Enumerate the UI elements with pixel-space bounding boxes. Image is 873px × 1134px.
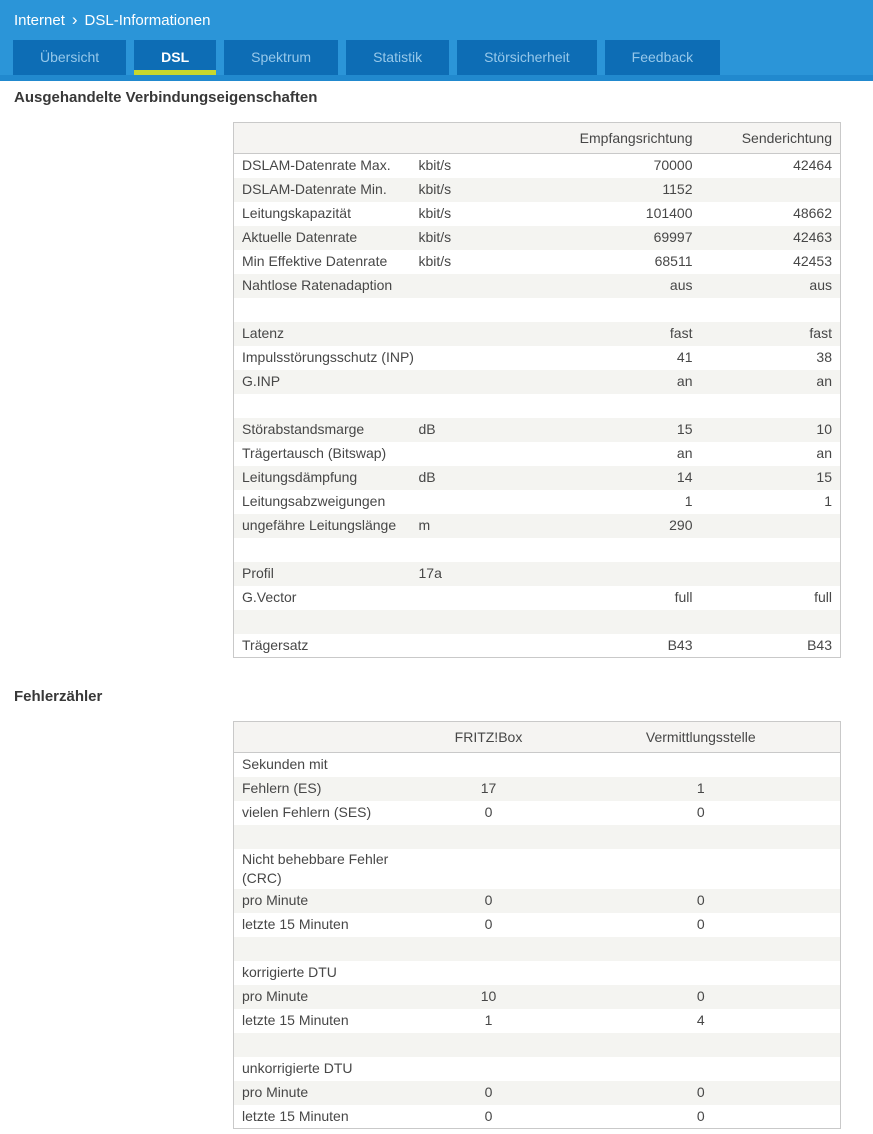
cell-label: G.Vector [242,589,297,605]
cell-co: 1 [696,780,705,796]
cell-tx [701,610,841,634]
cell-unit: m [418,517,431,533]
cell-box [416,961,562,985]
cell-unit [411,538,524,562]
cell-label: Sekunden mit [242,756,328,773]
col-header-upstream: Senderichtung [701,123,841,154]
cell-co [562,937,841,961]
table-row [234,961,841,985]
table-row [234,849,841,889]
cell-co [562,825,841,849]
section-title-error-counters: Fehlerzähler [14,688,103,705]
cell-box: 0 [484,916,493,932]
cell-tx: 42453 [793,253,832,269]
table-row [234,490,841,514]
cell-unit: kbit/s [418,205,452,221]
cell-label: letzte 15 Minuten [242,1012,349,1028]
cell-box [416,753,562,777]
cell-box [416,937,562,961]
cell-label: Latenz [242,325,285,341]
breadcrumb [0,0,873,40]
cell-label: Trägersatz [242,636,309,653]
cell-unit [411,346,524,370]
table-row [234,394,841,418]
cell-label: korrigierte DTU [242,964,337,980]
cell-label: Leitungskapazität [242,205,351,221]
table-row [234,250,841,274]
cell-co: 0 [696,916,705,932]
cell-rx: fast [669,325,693,341]
table-row [234,418,841,442]
cell-unit: kbit/s [418,229,452,245]
cell-tx: 10 [816,421,832,437]
chevron-right-icon: › [71,9,78,29]
cell-tx: 1 [824,493,832,509]
cell-label: Aktuelle Datenrate [242,229,358,245]
col-header-downstream: Empfangsrichtung [524,123,701,154]
cell-co [562,1033,841,1057]
cell-co: 4 [696,1012,705,1028]
cell-tx [701,178,841,202]
table-row [234,274,841,298]
cell-rx: an [676,373,693,389]
breadcrumb-page: DSL-Informationen [84,11,211,29]
section-title-connection-properties: Ausgehandelte Verbindungseigenschaften [14,89,318,106]
table-row [234,466,841,490]
cell-label: Trägertausch (Bitswap) [242,445,387,461]
table-row [234,985,841,1009]
cell-tx: aus [809,277,832,293]
col-header-exchange: Vermittlungsstelle [562,722,841,753]
cell-unit: dB [418,469,436,485]
table-row [234,634,841,658]
table-header-row [234,722,841,753]
cell-label [234,298,411,322]
cell-tx: 42464 [793,157,832,174]
table-row [234,346,841,370]
cell-label: pro Minute [242,892,309,908]
cell-unit [411,442,524,466]
cell-tx: fast [809,325,832,341]
cell-label: Min Effektive Datenrate [242,253,388,269]
cell-label [234,610,411,634]
cell-tx: 42463 [793,229,832,245]
cell-box: 17 [480,780,497,796]
cell-label: Profil [242,565,274,581]
cell-unit [411,490,524,514]
table-row [234,442,841,466]
cell-box: 0 [484,804,493,820]
cell-tx: B43 [807,636,832,653]
tab-dsl[interactable]: DSL [134,40,216,75]
breadcrumb-section[interactable]: Internet [14,11,65,29]
cell-rx: full [674,589,693,605]
cell-rx: aus [669,277,693,293]
cell-co [562,1057,841,1081]
table-row [234,514,841,538]
cell-tx: 38 [816,349,832,365]
cell-unit [411,298,524,322]
cell-co: 0 [696,988,705,1004]
tab-statistik[interactable]: Statistik [346,40,449,75]
main-content [0,81,873,1129]
connection-properties-table [233,122,841,658]
cell-rx: 68511 [654,253,693,269]
cell-unit: dB [418,421,436,437]
table-row [234,889,841,913]
col-header-parameter [234,123,411,154]
table-row [234,1081,841,1105]
cell-box [416,825,562,849]
cell-tx [701,538,841,562]
cell-unit [411,634,524,658]
tab-uebersicht[interactable]: Übersicht [13,40,126,75]
cell-label: ungefähre Leitungslänge [242,517,397,533]
col-header-fritzbox: FRITZ!Box [416,722,562,753]
table-row [234,913,841,937]
table-row [234,1105,841,1129]
cell-tx [701,562,841,586]
table-row [234,610,841,634]
cell-unit [411,274,524,298]
cell-rx: 41 [676,349,693,365]
cell-unit [411,586,524,610]
page-header [0,0,873,81]
cell-unit: kbit/s [418,181,452,197]
cell-label: Leitungsabzweigungen [242,493,386,509]
cell-unit [411,394,524,418]
cell-rx: 70000 [653,157,693,174]
table-row [234,298,841,322]
cell-label: unkorrigierte DTU [242,1060,353,1076]
table-row [234,753,841,777]
cell-tx: an [816,373,832,389]
cell-co: 0 [696,804,705,820]
cell-rx: 1 [684,493,693,509]
table-row [234,562,841,586]
cell-rx [524,562,701,586]
cell-box: 0 [484,1084,493,1100]
cell-tx [701,394,841,418]
cell-rx: 290 [669,517,693,533]
tab-spektrum[interactable]: Spektrum [224,40,338,75]
cell-label: vielen Fehlern (SES) [242,804,372,820]
cell-label: Fehlern (ES) [242,780,322,796]
cell-rx [524,298,701,322]
cell-rx [524,538,701,562]
tab-bar [0,40,873,75]
cell-tx: an [816,445,832,461]
cell-tx: full [814,589,832,605]
cell-rx [524,394,701,418]
cell-co [562,849,841,889]
cell-tx: 48662 [793,205,832,221]
table-row [234,1033,841,1057]
cell-label: Nahtlose Ratenadaption [242,277,393,293]
cell-box: 10 [480,988,497,1004]
cell-unit [411,610,524,634]
col-header-counter [234,722,416,753]
cell-label [234,394,411,418]
cell-label: Leitungsdämpfung [242,469,358,485]
table-row [234,538,841,562]
cell-unit: kbit/s [418,157,452,174]
col-header-unit [411,123,524,154]
cell-co [562,961,841,985]
cell-tx [701,298,841,322]
error-counters-table [233,721,841,1129]
cell-label: Störabstandsmarge [242,421,365,437]
cell-rx: B43 [667,636,693,653]
cell-label: Nicht behebbare Fehler (CRC) [242,850,389,886]
cell-box: 1 [484,1012,493,1028]
table-row [234,801,841,825]
cell-label [234,937,416,961]
cell-co: 0 [696,1084,705,1100]
cell-box [416,1033,562,1057]
cell-box [416,1057,562,1081]
cell-unit [411,370,524,394]
table-row [234,154,841,178]
cell-label: Impulsstörungsschutz (INP) [242,349,414,365]
table-row [234,777,841,801]
cell-label [234,825,416,849]
table-row [234,370,841,394]
cell-rx: an [676,445,693,461]
cell-rx: 69997 [653,229,693,245]
cell-label: G.INP [242,373,281,389]
cell-box: 0 [484,1107,493,1124]
cell-tx: 15 [816,469,832,485]
cell-label: pro Minute [242,1084,309,1100]
table-row [234,825,841,849]
table-row [234,322,841,346]
cell-co [562,753,841,777]
cell-box: 0 [484,892,493,908]
cell-unit: 17a [418,565,442,581]
cell-label: pro Minute [242,988,309,1004]
table-row [234,1009,841,1033]
cell-box [416,849,562,889]
cell-label [234,1033,416,1057]
cell-label: DSLAM-Datenrate Max. [242,157,391,174]
cell-label: DSLAM-Datenrate Min. [242,181,387,197]
tab-stoersicherheit[interactable]: Störsicherheit [457,40,597,75]
table-row [234,202,841,226]
cell-rx: 14 [676,469,693,485]
table-row [234,937,841,961]
cell-rx: 15 [676,421,693,437]
cell-rx: 1152 [662,181,693,197]
tab-feedback[interactable]: Feedback [605,40,720,75]
cell-unit: kbit/s [418,253,452,269]
cell-co: 0 [696,1107,705,1124]
cell-rx [524,610,701,634]
table-row [234,226,841,250]
table-header-row [234,123,841,154]
cell-co: 0 [696,892,705,908]
cell-label: letzte 15 Minuten [242,916,349,932]
cell-tx [701,514,841,538]
table-row [234,178,841,202]
cell-unit [411,322,524,346]
table-row [234,586,841,610]
table-row [234,1057,841,1081]
cell-rx: 101400 [645,205,693,221]
cell-label [234,538,411,562]
cell-label: letzte 15 Minuten [242,1107,349,1124]
